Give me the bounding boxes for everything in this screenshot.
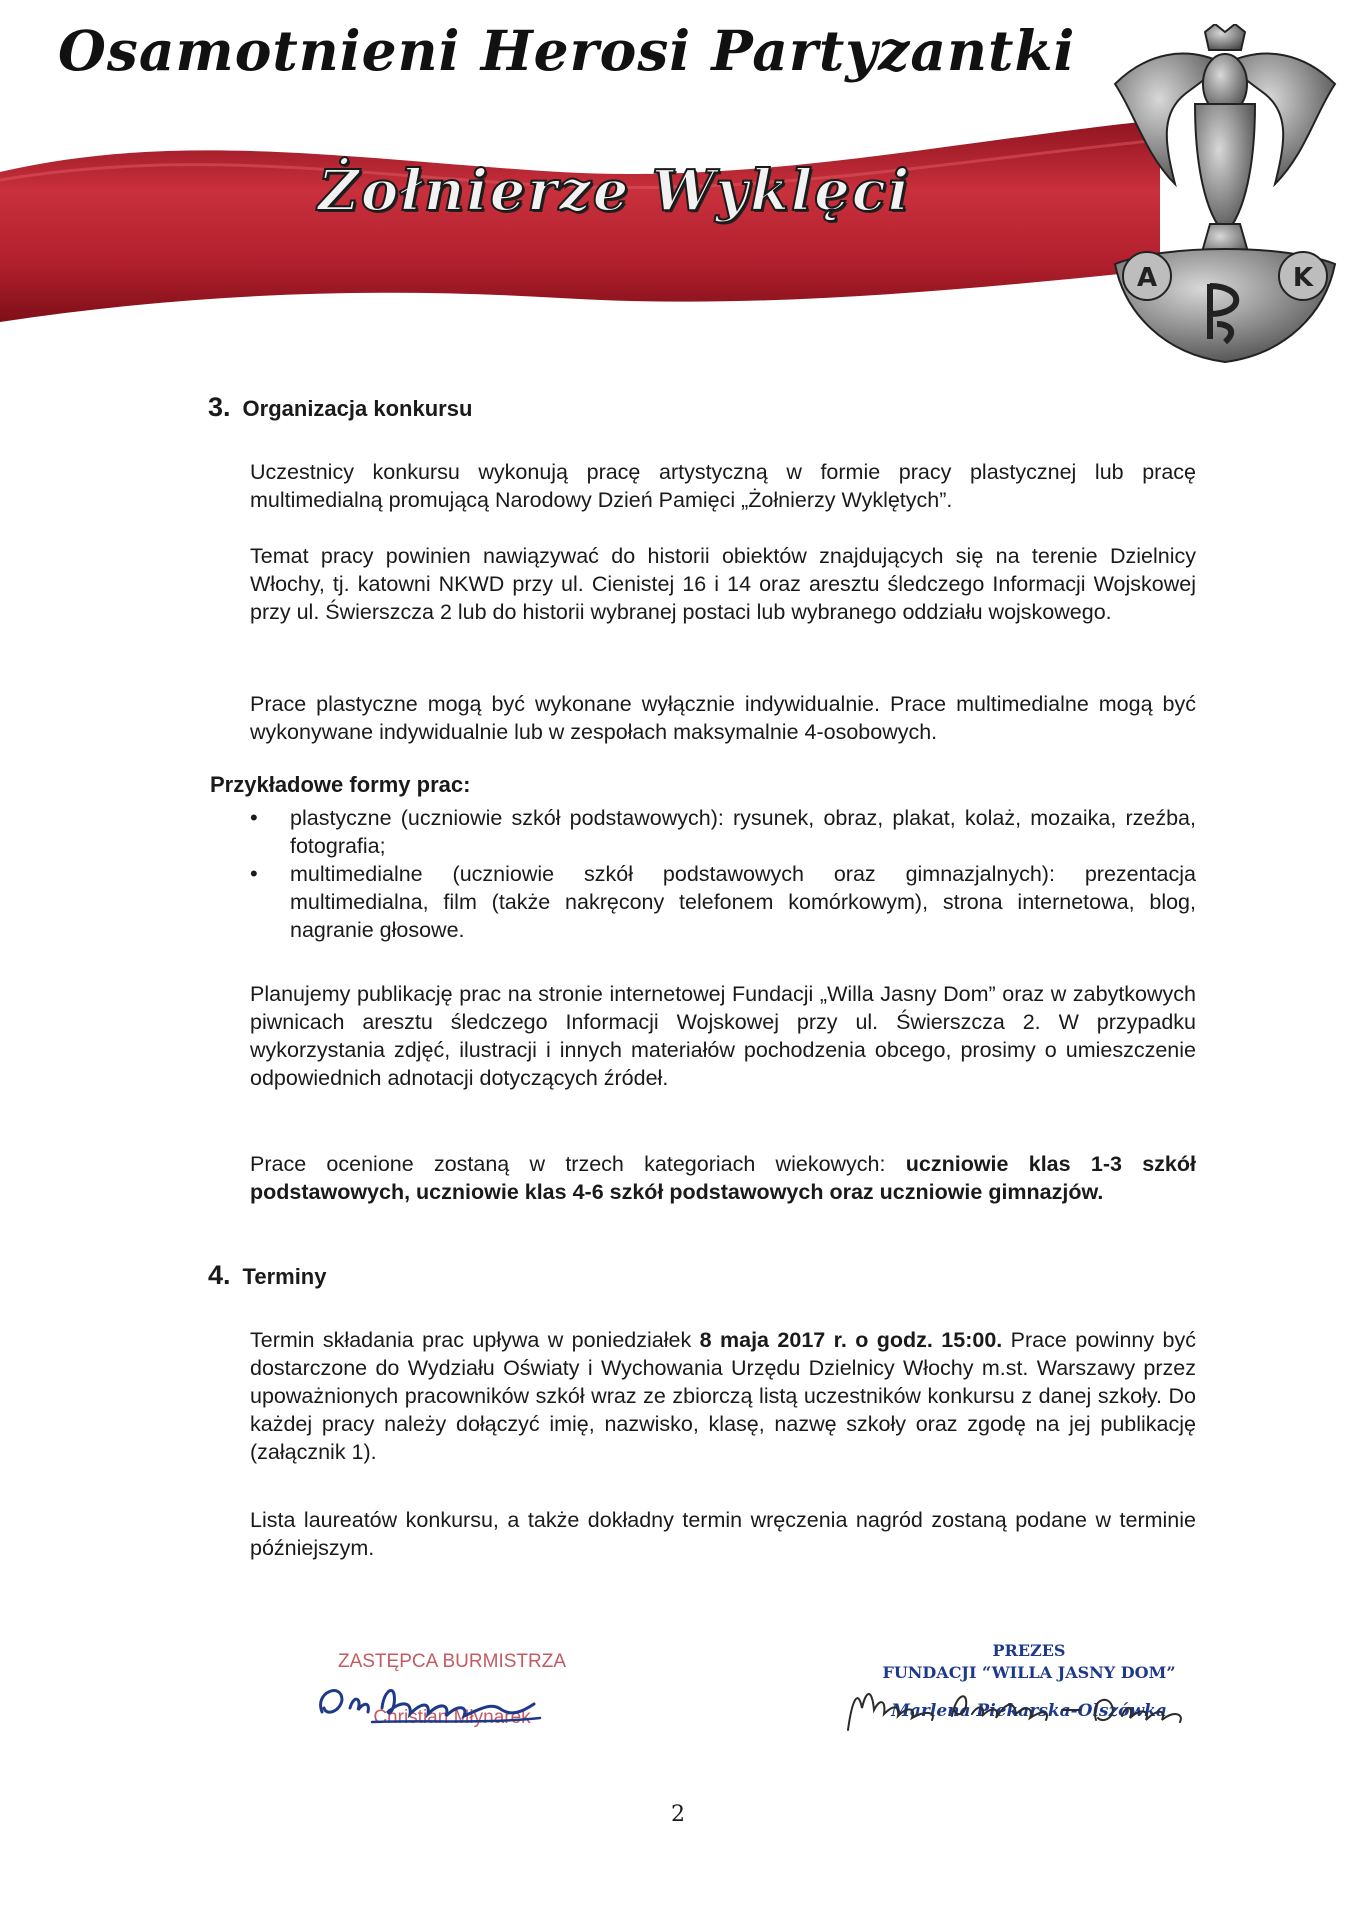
paragraph-text: Prace ocenione zostaną w trzech kategoriach wiekowych: [250,1152,906,1176]
section-number: 4. [208,1260,231,1290]
paragraph: Uczestnicy konkursu wykonują pracę artystyczną w formie pracy plastycznej lub pracę multimedialną promującą Narodowy Dzień Pamięci „Żołnierzy Wyklętych”. [250,460,1196,512]
paragraph: Lista laureatów konkursu, a także dokładny termin wręczenia nagród zostaną podane w terminie późniejszym. [250,1508,1196,1560]
forms-list [250,804,1196,944]
section-title: Organizacja konkursu [242,396,473,421]
ribbon-title: Żołnierze Wyklęci [318,158,912,224]
stamp-name: Marlena Piekarska-Olszówka [891,1701,1167,1721]
paragraph: Prace plastyczne mogą być wykonane wyłącznie indywidualnie. Prace multimedialne mogą być wykonywane indywidualnie lub w zespołach maksymalnie 4-osobowych. [250,692,1196,744]
section-4-heading [208,1260,326,1291]
section-number: 3. [208,392,231,422]
paragraph: Planujemy publikację prac na stronie internetowej Fundacji „Willa Jasny Dom” oraz w zabytkowych piwnicach aresztu śledczego Informacji Wojskowej przy ul. Świerszcza 2. W przypadku wykorzystania zdjęć, ilustracji i innych materiałów pochodzenia obcego, prosimy o umieszczenie odpowiednich adnotacji dotyczących źródeł. [250,982,1196,1090]
signature-right [840,1680,1260,1740]
red-ribbon-banner [0,120,1160,330]
document-header [0,0,1356,380]
paragraph [250,1150,1196,1206]
stamp-role: FUNDACJI “WILLA JASNY DOM” [882,1663,1176,1682]
signature-left [312,1672,552,1732]
forms-list-title: Przykładowe formy prac: [210,772,471,797]
emblem-letter-a: A [1136,263,1158,293]
paragraph-text: Termin składania prac upływa w poniedziałek [250,1328,700,1352]
section-title: Terminy [242,1264,327,1289]
list-item: • multimedialne (uczniowie szkół podstawowych oraz gimnazjalnych): prezentacja multimedialna, film (także nakręcony telefonem komórkowym), strona internetowa, blog, nagranie głosowe. [250,860,1196,944]
page-number: 2 [671,1802,685,1827]
header-title: Osamotnieni Herosi Partyzantki [58,18,1076,83]
age-categories: uczniowie klas 1-3 szkół podstawowych, uczniowie klas 4-6 szkół podstawowych oraz uczniowie gimnazjów. [250,1152,1196,1204]
deadline: 8 maja 2017 r. o godz. 15:00. [699,1328,1003,1352]
stamp-role: PREZES [992,1641,1066,1660]
list-item: • plastyczne (uczniowie szkół podstawowych): rysunek, obraz, plakat, kolaż, mozaika, rzeźba, fotografia; [250,804,1196,860]
paragraph [250,1326,1196,1466]
section-3-heading [208,392,472,423]
paragraph: Temat pracy powinien nawiązywać do historii obiektów znajdujących się na terenie Dzielnicy Włochy, tj. katowni NKWD przy ul. Cienistej 16 i 14 oraz aresztu śledczego Informacji Wojskowej przy ul. Świerszcza 2 lub do historii wybranej postaci lub wybranego oddziału wojskowego. [250,544,1196,624]
stamp-role: ZASTĘPCA BURMISTRZA [337,1651,567,1672]
eagle-emblem-icon [1105,24,1345,364]
paragraph-text: Prace powinny być dostarczone do Wydziału Oświaty i Wychowania Urzędu Dzielnicy Włochy m.st. Warszawy przez upoważnionych pracowników szkół wraz ze zbiorczą listą uczestników konkursu z danej szkoły. Do każdej pracy należy dołączyć imię, nazwisko, klasę, nazwę szkoły oraz zgodę na jej publikację (załącznik 1). [250,1328,1196,1464]
stamp-name: Christian Młynarek [373,1707,531,1728]
emblem-letter-k: K [1292,263,1314,293]
